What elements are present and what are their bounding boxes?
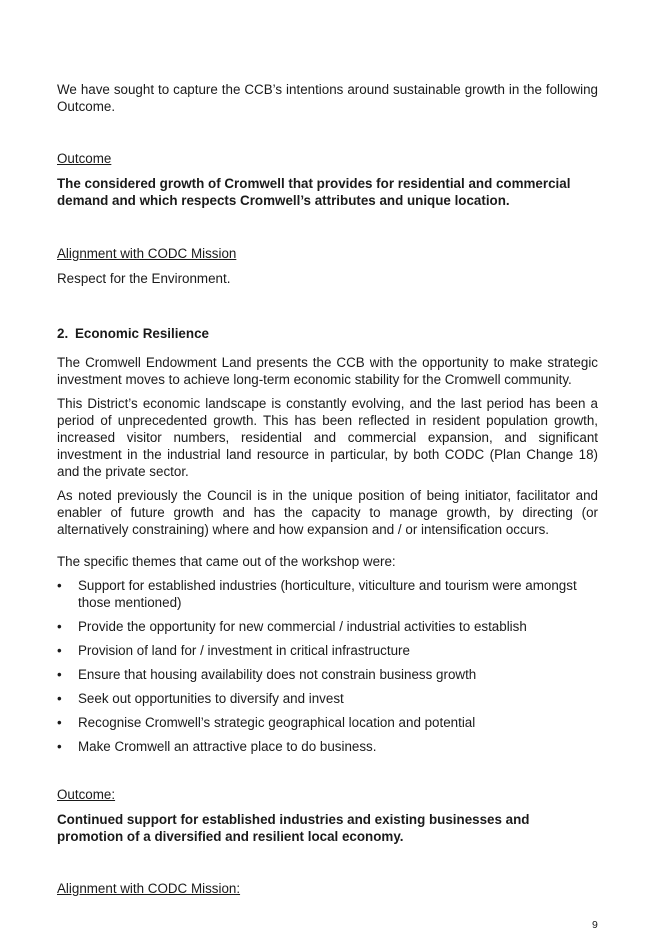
alignment-label: Alignment with CODC Mission:: [57, 881, 241, 896]
bullet-marker: •: [57, 715, 62, 730]
bullet-marker: •: [57, 619, 62, 634]
bullet-marker: •: [57, 667, 62, 682]
section-title: Economic Resilience: [75, 326, 209, 341]
list-item: • Recognise Cromwell’s strategic geographical location and potential: [57, 715, 476, 730]
bullet-marker: •: [57, 643, 62, 658]
section-number: 2.: [57, 326, 69, 341]
bullet-marker: •: [57, 691, 62, 706]
list-item: • Provide the opportunity for new commercial / industrial activities to establish: [57, 619, 527, 634]
alignment-text: Respect for the Environment.: [57, 271, 231, 286]
outcome-label: Outcome: [57, 151, 112, 166]
bullet-marker: •: [57, 578, 62, 593]
page-number: 9: [592, 919, 598, 931]
themes-list: [57, 577, 598, 755]
themes-intro: The specific themes that came out of the workshop were:: [57, 554, 396, 569]
outcome-statement: Continued support for established industries and existing businesses and promotion of a diversified and resilient local economy.: [57, 812, 530, 844]
body-paragraph: The Cromwell Endowment Land presents the CCB with the opportunity to make strategic investment moves to achieve long-term economic stability for the Cromwell community.: [57, 355, 598, 387]
body-paragraph: This District’s economic landscape is constantly evolving, and the last period has been a period of unprecedented growth. This has been reflected in resident population growth, increased visitor numbers, residential and commercial expansion, and significant investment in the industrial land resource in particular, by both CODC (Plan Change 18) and the private sector.: [57, 396, 598, 479]
alignment-label: Alignment with CODC Mission: [57, 246, 237, 261]
body-paragraph: As noted previously the Council is in the unique position of being initiator, facilitator and enabler of future growth and has the capacity to manage growth, by directing (or alternatively constraining) where and how expansion and / or intensification occurs.: [57, 488, 598, 537]
bullet-marker: •: [57, 739, 62, 754]
list-item: • Support for established industries (horticulture, viticulture and tourism were amongst those mentioned): [57, 578, 577, 610]
outcome-label: Outcome:: [57, 787, 116, 802]
list-item: • Seek out opportunities to diversify and invest: [57, 691, 344, 706]
intro-paragraph: We have sought to capture the CCB’s intentions around sustainable growth in the following Outcome.: [57, 82, 598, 114]
outcome-statement: The considered growth of Cromwell that provides for residential and commercial demand and which respects Cromwell’s attributes and unique location.: [57, 176, 571, 208]
section-heading: [57, 326, 598, 341]
list-item: • Ensure that housing availability does not constrain business growth: [57, 667, 477, 682]
document-page: [57, 81, 598, 897]
list-item: • Provision of land for / investment in critical infrastructure: [57, 643, 410, 658]
list-item: • Make Cromwell an attractive place to do business.: [57, 739, 377, 754]
